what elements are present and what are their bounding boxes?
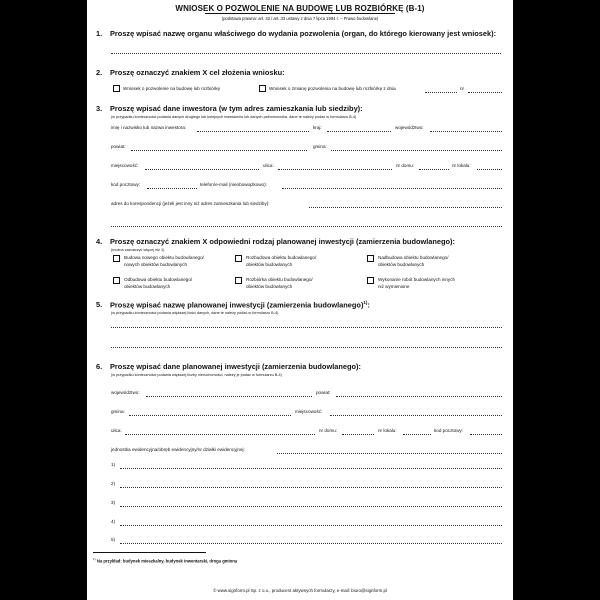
- investment-other-works-label: Wykonanie robót budowlanych innych niż wymienione: [378, 277, 456, 289]
- plot-row-label: 2): [111, 481, 116, 486]
- investment-new-building-checkbox[interactable]: [113, 255, 120, 262]
- purpose-change-permit-checkbox[interactable]: [259, 85, 266, 92]
- investment-extension-label: Rozbudowa obiektu budowlanego/ obiektów budowlanych: [246, 255, 317, 267]
- site-postal-code-field[interactable]: [470, 434, 502, 435]
- site-district-field[interactable]: [336, 396, 502, 397]
- site-commune-field[interactable]: [129, 415, 291, 416]
- plot-row-label: 3): [111, 500, 116, 505]
- site-town-label: miejscowość:: [295, 409, 323, 414]
- plot-row-field[interactable]: [120, 487, 502, 488]
- investment-name-field-1[interactable]: [111, 327, 502, 328]
- investor-town-field[interactable]: [145, 169, 259, 170]
- investment-name-field-2[interactable]: [111, 347, 502, 348]
- investment-other-works-checkbox[interactable]: [367, 277, 374, 284]
- correspondence-address-field-2[interactable]: [111, 226, 502, 227]
- section-3-note: (w przypadku konieczności podania danych drugiego lub kolejnych inwestorów lub danych pełnomocnika, dane te należy podać w formularzu B-4): [111, 115, 357, 119]
- correspondence-address-label: adres do korespondencji (jeżeli jest inny niż adres zamieszkania lub siedziby):: [111, 201, 270, 206]
- investment-superstructure-checkbox[interactable]: [367, 255, 374, 262]
- section-2-heading: 2. Proszę oznaczyć znakiem X cel złożenia wniosku:: [96, 68, 285, 77]
- plot-row-field[interactable]: [120, 543, 502, 544]
- investor-house-no-label: nr domu:: [396, 163, 415, 168]
- section-4-note: (można zaznaczyć więcej niż 1): [111, 248, 165, 252]
- investor-voivodeship-field[interactable]: [430, 131, 502, 132]
- investor-commune-label: gmina:: [313, 144, 327, 149]
- site-town-field[interactable]: [330, 415, 502, 416]
- investor-street-label: ulica:: [263, 163, 274, 168]
- purpose-new-permit-checkbox[interactable]: [113, 85, 120, 92]
- change-permit-nr-label: nr: [460, 86, 465, 91]
- section-1-heading: 1. Proszę wpisać nazwę organu właściwego do wydania pozwolenia (organ, do którego kierowany jest wniosek):: [96, 29, 497, 38]
- change-permit-number-field[interactable]: [468, 92, 502, 93]
- investor-country-label: kraj:: [313, 125, 322, 130]
- investment-new-building-label: Budowa nowego obiektu budowlanego/ nowych obiektów budowlanych: [124, 255, 204, 267]
- investor-name-field[interactable]: [197, 131, 309, 132]
- change-permit-date-field[interactable]: [425, 92, 457, 93]
- plot-row-label: 1): [111, 462, 116, 467]
- investor-postal-code-field[interactable]: [147, 188, 197, 189]
- investment-demolition-label: Rozbiórka obiektu budowlanego/ obiektów budowlanych: [246, 277, 313, 289]
- site-plots-label: jednostka ewidencyjna/obręb ewidencyjny/nr działki ewidencyjnej:: [111, 447, 245, 452]
- investor-postal-code-label: kod pocztowy:: [111, 182, 141, 187]
- investment-reconstruction-label: Odbudowa obiektu budowlanego/ obiektów budowlanych: [124, 277, 193, 289]
- investor-phone-email-field[interactable]: [282, 188, 502, 189]
- site-commune-label: gmina:: [111, 409, 125, 414]
- section-6-note: (w przypadku konieczności podania większej liczby nieruchomości, należy je podać w formularzu B-4): [111, 373, 282, 377]
- investor-country-field[interactable]: [327, 131, 391, 132]
- investor-street-field[interactable]: [278, 169, 392, 170]
- investor-flat-no-field[interactable]: [477, 169, 502, 170]
- section-4-heading: 4. Proszę oznaczyć znakiem X odpowiedni rodzaj planowanej inwestycji (zamierzenia budowlanego):: [96, 237, 455, 246]
- purpose-change-permit-label: Wniosek o zmianę pozwolenia na budowę lub rozbiórkę z dnia: [269, 86, 396, 91]
- site-house-no-label: nr domu:: [319, 428, 338, 433]
- investment-extension-checkbox[interactable]: [235, 255, 242, 262]
- investor-phone-email-label: telefon/e-mail (nieobowiązkowo):: [200, 182, 267, 187]
- legal-basis: (podstawa prawna: art. 32 i art. 33 ustawy z dnia 7 lipca 1994 r. – Prawo budowlane): [221, 16, 379, 21]
- footnote-divider: [93, 552, 206, 553]
- investment-demolition-checkbox[interactable]: [235, 277, 242, 284]
- investor-voivodeship-label: województwo:: [395, 125, 424, 130]
- form-page: [87, 0, 513, 600]
- section-5-heading: 5. Proszę wpisać nazwę planowanej inwestycji (zamierzenia budowlanego)$^{1)}$:: [96, 300, 370, 310]
- plot-row-label: 4): [111, 519, 116, 524]
- site-street-field[interactable]: [125, 434, 315, 435]
- site-flat-no-label: nr lokalu:: [378, 428, 397, 433]
- investment-superstructure-label: Nadbudowa obiektu budowlanego/ obiektów budowlanych: [378, 255, 449, 267]
- form-title: WNIOSEK O POZWOLENIE NA BUDOWĘ LUB ROZBIÓRKĘ (B-1): [87, 4, 513, 13]
- section-3-heading: 3. Proszę wpisać dane inwestora (w tym adres zamieszkania lub siedziby):: [96, 104, 363, 113]
- site-district-label: powiat:: [316, 390, 331, 395]
- site-house-no-field[interactable]: [342, 434, 374, 435]
- plot-row-label: 5): [111, 537, 116, 542]
- investment-reconstruction-checkbox[interactable]: [113, 277, 120, 284]
- plot-row-field[interactable]: [120, 506, 502, 507]
- investor-flat-no-label: nr lokalu:: [452, 163, 471, 168]
- site-plots-field[interactable]: [277, 453, 502, 454]
- investor-name-label: imię i nazwisko lub nazwa inwestora:: [111, 125, 187, 130]
- plot-row-field[interactable]: [120, 468, 502, 469]
- investor-commune-field[interactable]: [331, 150, 502, 151]
- site-voivodeship-label: województwo:: [111, 390, 140, 395]
- investor-town-label: miejscowość:: [111, 163, 139, 168]
- plot-row-field[interactable]: [120, 525, 502, 526]
- section-5-note: (w przypadku konieczności podania większej ilości danych, dane te należy podać w formularzu B-4): [111, 311, 279, 315]
- site-voivodeship-field[interactable]: [146, 396, 312, 397]
- site-flat-no-field[interactable]: [403, 434, 431, 435]
- footnote: $^{1)}$ Na przykład: budynek mieszkalny, budynek inwentarski, droga gminna: [93, 557, 238, 564]
- investor-district-field[interactable]: [131, 150, 307, 151]
- investor-house-no-field[interactable]: [419, 169, 449, 170]
- section-6-heading: 6. Proszę wpisać dane planowanej inwestycji (zamierzenia budowlanego):: [96, 362, 361, 371]
- correspondence-address-field-1[interactable]: [309, 207, 502, 208]
- purpose-new-permit-label: Wniosek o pozwolenie na budowę lub rozbiórkę: [123, 86, 221, 91]
- authority-name-field[interactable]: [111, 53, 501, 54]
- investor-district-label: powiat:: [111, 144, 126, 149]
- page-footer: © www.signform.pl Sp. z o.o., producent aktywnych formularzy, e-mail: biuro@signform.pl: [213, 588, 387, 593]
- site-postal-code-label: kod pocztowy:: [434, 428, 464, 433]
- site-street-label: ulica:: [111, 428, 122, 433]
